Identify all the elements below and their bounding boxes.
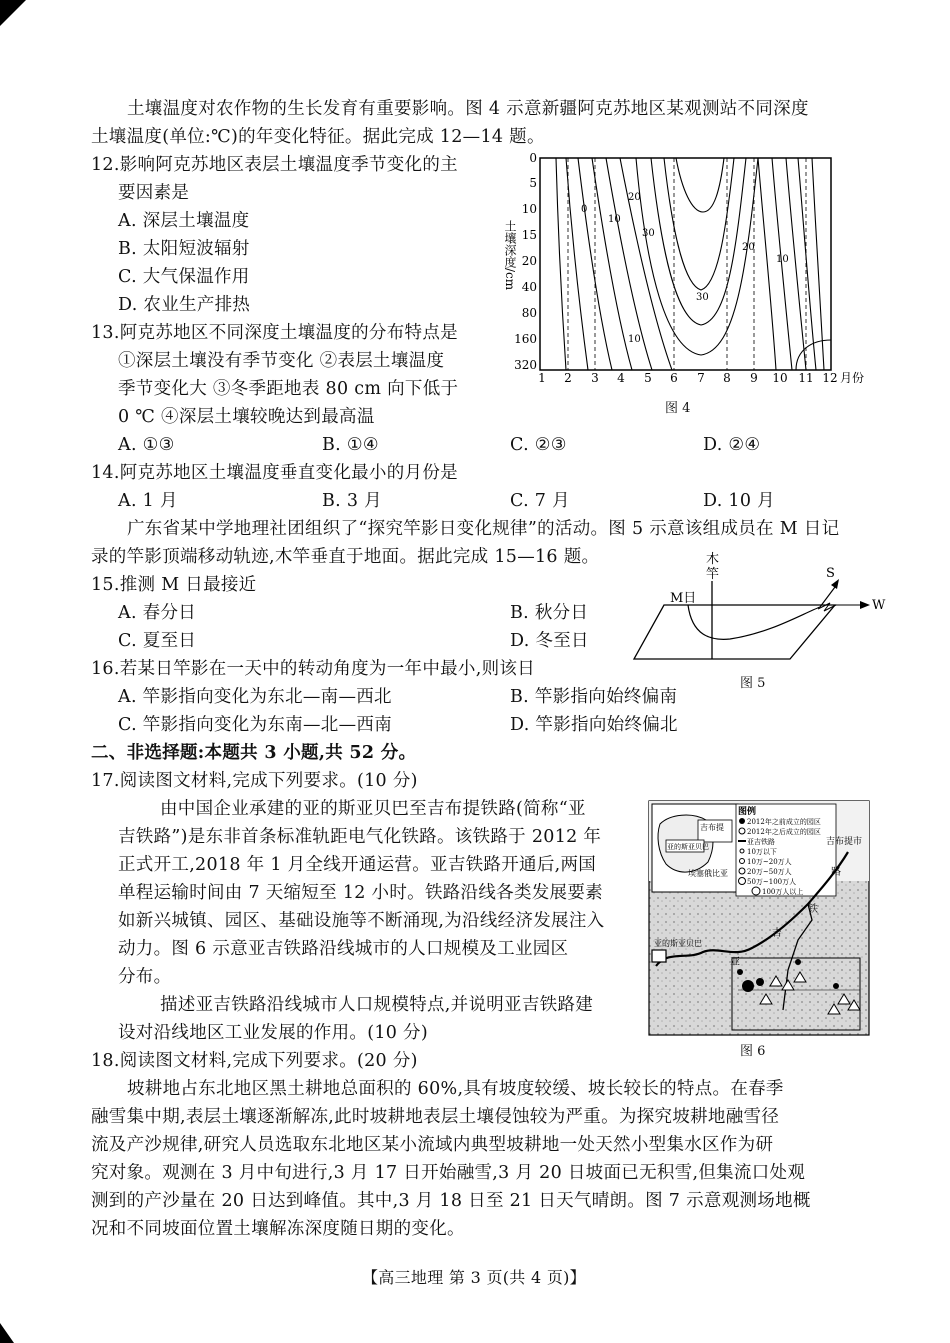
fig4-xtick-4: 4 <box>617 371 625 385</box>
fig5-shadow-track <box>688 605 820 639</box>
q13-option-c[interactable]: C. ②③ <box>510 435 567 455</box>
intro-15-16-line-1: 广东省某中学地理社团组织了“探究竿影日变化规律”的活动。图 5 示意该组成员在 M 日记 <box>127 519 840 539</box>
q14-option-b[interactable]: B. 3 月 <box>322 491 382 511</box>
fig6-legend-item-old-park: 2012年之前成立的园区 <box>747 818 821 826</box>
fig4-ytick-20: 20 <box>521 254 537 268</box>
figure-4-soil-temperature-chart <box>496 150 876 420</box>
figure-6-railway-map <box>648 800 870 1036</box>
q12-stem-line-1: 12.影响阿克苏地区表层土壤温度季节变化的主 <box>91 155 458 175</box>
fig4-ylabel: 土壤深度/cm <box>503 220 517 291</box>
fig6-label-tie: 铁 <box>808 904 818 915</box>
fig6-legend-symbol-old-park <box>739 818 745 824</box>
fig4-xtick-2: 2 <box>564 371 572 385</box>
q12-option-d[interactable]: D. 农业生产排热 <box>118 295 251 315</box>
q12-stem-line-2: 要因素是 <box>118 183 190 203</box>
fig4-ytick-0: 0 <box>529 151 537 165</box>
q18-body-line-6: 况和不同坡面位置土壤解冻深度随日期的变化。 <box>91 1219 465 1239</box>
fig4-contour-label-10: 10 <box>608 214 621 225</box>
q17-body-line-2: 吉铁路”)是东非首条标准轨距电气化铁路。该铁路于 2012 年 <box>118 827 602 847</box>
q13-stem-line-3: 季节变化大 ③冬季距地表 80 cm 向下低于 <box>118 379 459 399</box>
q18-stem: 18.阅读图文材料,完成下列要求。(20 分) <box>91 1051 418 1071</box>
q18-body-line-2: 融雪集中期,表层土壤逐渐解冻,此时坡耕地表层土壤侵蚀较为严重。为探究坡耕地融雪径 <box>91 1107 780 1127</box>
fig4-xtick-5: 5 <box>644 371 652 385</box>
q17-body-line-7: 分布。 <box>118 967 172 987</box>
fig4-ytick-40: 40 <box>521 280 537 294</box>
q17-stem: 17.阅读图文材料,完成下列要求。(10 分) <box>91 771 418 791</box>
intro-12-14-line-1: 土壤温度对农作物的生长发育有重要影响。图 4 示意新疆阿克苏地区某观测站不同深度 <box>127 99 809 119</box>
fig6-park-old-2 <box>756 978 764 986</box>
fig4-ytick-320: 320 <box>514 358 537 372</box>
fig4-contour-label-10c: 10 <box>776 254 789 265</box>
fig6-legend-item-railway: 亚吉铁路 <box>747 838 775 846</box>
q13-option-d[interactable]: D. ②④ <box>703 435 761 455</box>
figure-4-caption: 图 4 <box>665 401 691 416</box>
fig6-legend-item-pop-3: 20万~50万人 <box>747 868 792 876</box>
fig5-w-label: W <box>872 598 886 613</box>
q15-option-d[interactable]: D. 冬至日 <box>510 631 589 651</box>
q18-body-line-5: 测到的产沙量在 20 日达到峰值。其中,3 月 18 日至 21 日天气晴朗。图 7 示意观测场地概 <box>91 1191 811 1211</box>
q17-body-line-4: 单程运输时间由 7 天缩短至 12 小时。铁路沿线各类发展要素 <box>118 883 603 903</box>
q12-option-c[interactable]: C. 大气保温作用 <box>118 267 250 287</box>
fig4-xtick-10: 10 <box>772 371 788 385</box>
q17-body-line-1: 由中国企业承建的亚的斯亚贝巴至吉布提铁路(简称“亚 <box>160 799 586 819</box>
fig4-xlabel: 月份 <box>840 371 865 385</box>
fig6-legend-item-pop-2: 10万~20万人 <box>747 858 792 866</box>
fig6-legend-item-pop-1: 10万以下 <box>747 848 777 856</box>
fig5-pole-label-2: 竿 <box>706 567 720 582</box>
fig4-xtick-1: 1 <box>538 371 546 385</box>
intro-12-14-line-2: 土壤温度(单位:℃)的年变化特征。据此完成 12—14 题。 <box>91 127 545 147</box>
q14-option-c[interactable]: C. 7 月 <box>510 491 570 511</box>
fig4-ytick-80: 80 <box>521 306 537 320</box>
fig4-xtick-12: 12 <box>822 371 838 385</box>
fig4-xtick-6: 6 <box>670 371 678 385</box>
q13-stem-line-4: 0 ℃ ④深层土壤较晚达到最高温 <box>118 407 375 427</box>
q18-body-line-1: 坡耕地占东北地区黑土耕地总面积的 60%,具有坡度较缓、坡长较长的特点。在春季 <box>127 1079 784 1099</box>
fig4-contour-label-20b: 20 <box>742 242 755 253</box>
page-corner-mark <box>0 0 26 26</box>
q17-body-line-5: 如新兴城镇、园区、基础设施等不断涌现,为沿线经济发展注入 <box>118 911 605 931</box>
q12-option-b[interactable]: B. 太阳短波辐射 <box>118 239 250 259</box>
fig6-label-lu: 路 <box>831 867 841 878</box>
fig5-west-arrow <box>860 601 870 609</box>
section-2-heading: 二、非选择题:本题共 3 小题,共 52 分。 <box>91 743 417 763</box>
fig6-label-addis-map: 亚的斯亚贝巴 <box>654 939 702 948</box>
fig6-park-old-4 <box>833 983 839 989</box>
fig4-contour-label-20: 20 <box>628 192 641 203</box>
figure-5-pole-shadow-diagram <box>630 545 886 675</box>
fig6-label-ji: 吉 <box>772 928 782 939</box>
fig4-ytick-10: 10 <box>521 202 537 216</box>
figure-6-caption: 图 6 <box>740 1044 766 1059</box>
q14-stem: 14.阿克苏地区土壤温度垂直变化最小的月份是 <box>91 463 458 483</box>
fig6-legend-item-pop-4: 50万~100万人 <box>747 878 797 886</box>
fig4-xtick-11: 11 <box>798 371 814 385</box>
fig4-contour-label-30b: 30 <box>696 292 709 303</box>
fig6-inset-label-djibouti: 吉布提 <box>700 823 724 832</box>
q16-option-b[interactable]: B. 竿影指向始终偏南 <box>510 687 678 707</box>
fig6-legend-item-new-park: 2012年之后成立的园区 <box>747 828 821 836</box>
q12-option-a[interactable]: A. 深层土壤温度 <box>118 211 250 231</box>
fig6-park-old-1 <box>737 969 743 975</box>
fig4-dashed-guides <box>568 158 806 370</box>
q15-stem: 15.推测 M 日最接近 <box>91 575 257 595</box>
q17-task-line-1: 描述亚吉铁路沿线城市人口规模特点,并说明亚吉铁路建 <box>160 995 594 1015</box>
q13-stem-line-1: 13.阿克苏地区不同深度土壤温度的分布特点是 <box>91 323 458 343</box>
fig4-xtick-9: 9 <box>750 371 758 385</box>
q15-option-c[interactable]: C. 夏至日 <box>118 631 197 651</box>
q13-option-b[interactable]: B. ①④ <box>322 435 379 455</box>
q17-task-line-2: 设对沿线地区工业发展的作用。(10 分) <box>118 1023 428 1043</box>
q13-option-a[interactable]: A. ①③ <box>118 435 175 455</box>
q14-option-d[interactable]: D. 10 月 <box>703 491 775 511</box>
q18-body-line-3: 流及产沙规律,研究人员选取东北地区某小流域内典型坡耕地一处天然小型集水区作为研 <box>91 1135 774 1155</box>
q15-option-a[interactable]: A. 春分日 <box>118 603 197 623</box>
fig5-pole-label-1: 木 <box>706 552 720 567</box>
intro-15-16-line-2: 录的竿影顶端移动轨迹,木竿垂直于地面。据此完成 15—16 题。 <box>91 547 600 567</box>
q16-option-d[interactable]: D. 竿影指向始终偏北 <box>510 715 678 735</box>
fig6-addis-marker <box>652 950 666 962</box>
fig5-m-label: M日 <box>670 591 697 606</box>
fig5-s-label: S <box>826 566 835 581</box>
fig6-legend-title: 图例 <box>738 807 757 817</box>
fig4-contour-label-30a: 30 <box>642 228 655 239</box>
page-footer: 【高三地理 第 3 页(共 4 页)】 <box>362 1268 586 1287</box>
fig4-xtick-7: 7 <box>697 371 705 385</box>
fig6-label-ya: 亚 <box>730 957 740 968</box>
q17-body-line-3: 正式开工,2018 年 1 月全线开通运营。亚吉铁路开通后,两国 <box>118 855 597 875</box>
fig4-xtick-8: 8 <box>723 371 731 385</box>
fig4-contour-label-10b: 10 <box>628 334 641 345</box>
q18-body-line-4: 究对象。观测在 3 月中旬进行,3 月 17 日开始融雪,3 月 20 日坡面已无积雪,但集流口处观 <box>91 1163 806 1183</box>
q15-option-b[interactable]: B. 秋分日 <box>510 603 589 623</box>
q16-option-a[interactable]: A. 竿影指向变化为东北—南—西北 <box>118 687 392 707</box>
fig6-inset-label-addis: 亚的斯亚贝巴 <box>667 843 709 851</box>
fig4-contour-label-0: 0 <box>581 204 588 215</box>
fig4-contours <box>556 158 831 370</box>
figure-5-caption: 图 5 <box>740 676 766 691</box>
fig6-legend-item-pop-5: 100万人以上 <box>762 888 804 896</box>
fig6-city-large <box>742 980 754 992</box>
fig4-ytick-5: 5 <box>529 176 537 190</box>
page-corner-mark-bottom <box>0 1323 14 1343</box>
fig4-ytick-15: 15 <box>521 228 537 242</box>
q13-stem-line-2: ①深层土壤没有季节变化 ②表层土壤温度 <box>118 351 445 371</box>
fig6-label-djibouti-city: 吉布提市 <box>826 837 863 847</box>
q14-option-a[interactable]: A. 1 月 <box>118 491 178 511</box>
q16-option-c[interactable]: C. 竿影指向变化为东南—北—西南 <box>118 715 392 735</box>
q17-body-line-6: 动力。图 6 示意亚吉铁路沿线城市的人口规模及工业园区 <box>118 939 569 959</box>
fig4-xtick-3: 3 <box>591 371 599 385</box>
fig6-park-old-3 <box>795 959 801 965</box>
fig4-ytick-160: 160 <box>514 332 537 346</box>
fig6-inset-label-ethiopia: 埃塞俄比亚 <box>688 869 728 878</box>
q16-stem: 16.若某日竿影在一天中的转动角度为一年中最小,则该日 <box>91 659 535 679</box>
